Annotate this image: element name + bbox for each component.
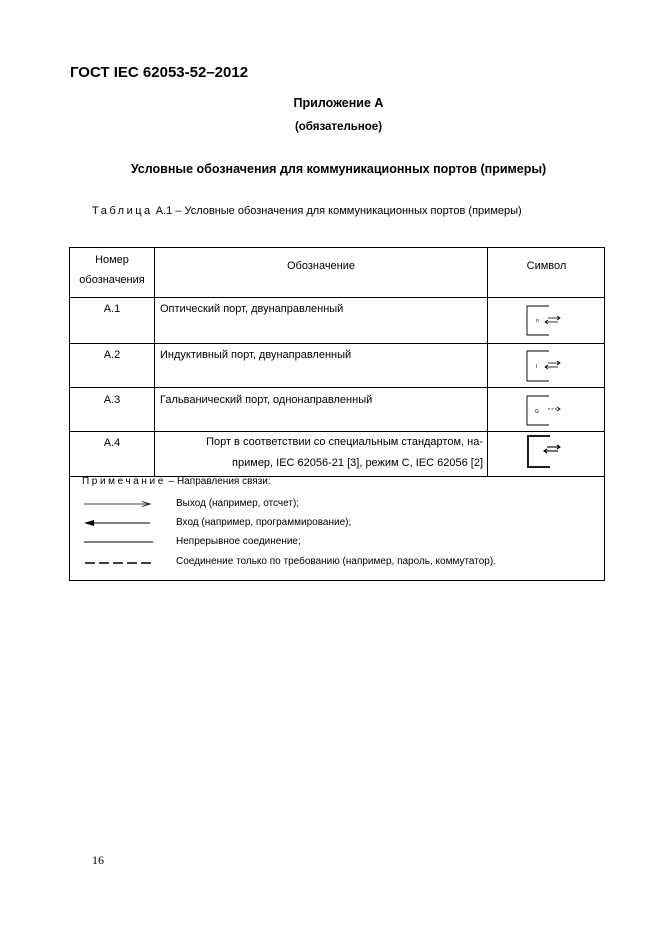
table-caption-label: Таблица [92, 205, 153, 217]
symbol-letter-i: I [536, 364, 538, 370]
header-symbol: Символ [526, 260, 567, 272]
table-caption [92, 205, 522, 217]
legend-input-text: Вход (например, программирование); [176, 517, 352, 528]
row-4-designation [170, 432, 483, 474]
note-text: – Направления связи: [165, 476, 271, 487]
section-title: Условные обозначения для коммуникационных портов (примеры) [130, 162, 547, 176]
optical-port-bidirectional-icon [488, 299, 605, 341]
dashed-line-icon [80, 554, 170, 570]
special-standard-port-icon [488, 432, 605, 474]
row-4-number: А.4 [103, 437, 121, 449]
solid-line-icon [80, 534, 170, 550]
annex-title: Приложение А [293, 96, 384, 110]
note-title [82, 476, 271, 487]
row-4-designation-line-1: Порт в соответствии со специальным стандартом, на- [206, 436, 483, 448]
legend-on-demand-text: Соединение только по требованию (например, пароль, коммутатор). [176, 556, 496, 567]
row-1-number: А.1 [103, 303, 121, 315]
annex-status: (обязательное) [294, 121, 383, 133]
output-arrow-icon [80, 496, 170, 512]
row-1-designation: Оптический порт, двунаправленный [160, 303, 344, 315]
header-number: Номер обозначения [79, 254, 145, 286]
header-designation: Обозначение [286, 260, 356, 272]
note-label: Примечание [82, 476, 166, 487]
row-3-designation: Гальванический порт, однонаправленный [160, 394, 373, 406]
row-3-number: А.3 [103, 394, 121, 406]
page-number: 16 [92, 853, 104, 867]
legend-output-text: Выход (например, отсчет); [176, 498, 300, 509]
legend-continuous-text: Непрерывное соединение; [176, 536, 301, 547]
document-code: ГОСТ IEC 62053-52–2012 [70, 64, 249, 81]
row-2-number: А.2 [103, 349, 121, 361]
row-2-designation: Индуктивный порт, двунаправленный [160, 349, 352, 361]
table-caption-text: А.1 – Условные обозначения для коммуникационных портов (примеры) [152, 205, 522, 217]
symbols-table [69, 247, 605, 581]
inductive-port-bidirectional-icon [488, 345, 605, 387]
symbol-letter-g: G [535, 409, 539, 415]
symbol-letter-o: o [536, 318, 539, 324]
row-4-designation-line-2: пример, IEC 62056-21 [3], режим С, IEC 62056 [2] [232, 457, 483, 469]
galvanic-port-unidirectional-icon [488, 389, 605, 431]
input-arrow-icon [80, 515, 170, 531]
